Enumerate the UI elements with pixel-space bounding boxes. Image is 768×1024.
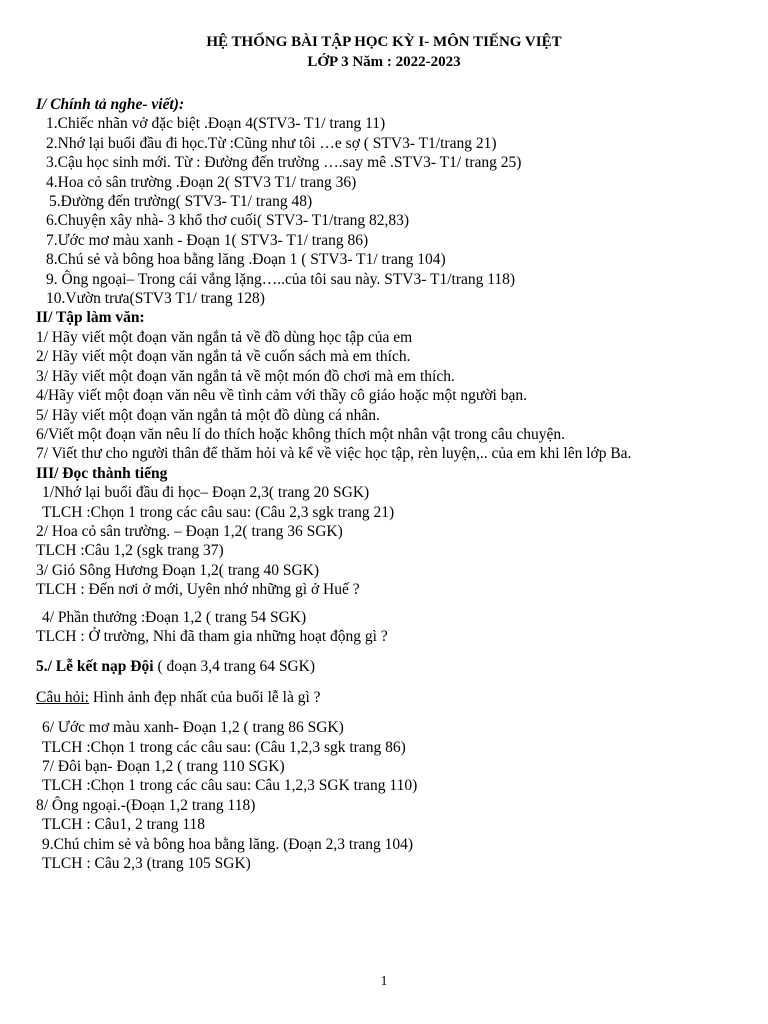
reading-item-5-title: 5./ Lễ kết nạp Đội bbox=[36, 658, 154, 676]
reading-item: 7/ Đôi bạn- Đoạn 1,2 ( trang 110 SGK) bbox=[42, 758, 285, 775]
list-item: 1.Chiếc nhãn vở đặc biệt .Đoạn 4(STV3- T1/ trang 11) bbox=[46, 115, 386, 133]
list-item: 2.Nhớ lại buổi đầu đi học.Từ :Cũng như tôi …e sợ ( STV3- T1/trang 21) bbox=[46, 134, 497, 152]
list-item: 6.Chuyện xây nhà- 3 khổ thơ cuối( STV3- T1/trang 82,83) bbox=[46, 212, 410, 230]
list-item: 7/ Viết thư cho người thân để thăm hỏi và kể về việc học tập, rèn luyện,.. của em khi lên lớp Ba. bbox=[36, 445, 632, 463]
reading-item: 6/ Ước mơ màu xanh- Đoạn 1,2 ( trang 86 SGK) bbox=[42, 719, 344, 737]
reading-question: TLCH : Câu1, 2 trang 118 bbox=[42, 816, 206, 834]
reading-item-5 bbox=[36, 657, 748, 676]
reading-question: TLCH :Chọn 1 trong các câu sau: (Câu 1,2,3 sgk trang 86) bbox=[42, 738, 406, 756]
reading-question: TLCH :Chọn 1 trong các câu sau: (Câu 2,3 sgk trang 21) bbox=[42, 503, 395, 521]
document-body bbox=[36, 95, 748, 873]
reading-item: 4/ Phần thưởng :Đoạn 1,2 ( trang 54 SGK) bbox=[42, 608, 307, 626]
question-text: Hình ảnh đẹp nhất của buổi lễ là gì ? bbox=[88, 688, 321, 706]
list-item: 9. Ông ngoại– Trong cái vắng lặng…..của tôi sau này. STV3- T1/trang 118) bbox=[46, 270, 516, 288]
reading-question: TLCH : Đến nơi ở mới, Uyên nhớ những gì ở Huế ? bbox=[36, 581, 360, 599]
reading-item: 9.Chú chim sẻ và bông hoa bằng lăng. (Đoạn 2,3 trang 104) bbox=[42, 835, 414, 853]
reading-question: TLCH :Chọn 1 trong các câu sau: Câu 1,2,3 SGK trang 110) bbox=[42, 777, 418, 795]
section-heading-composition: II/ Tập làm văn: bbox=[36, 309, 145, 327]
list-item: 6/Viết một đoạn văn nêu lí do thích hoặc không thích một nhân vật trong câu chuyện. bbox=[36, 425, 565, 443]
reading-item: 2/ Hoa cỏ sân trường. – Đoạn 1,2( trang 36 SGK) bbox=[36, 522, 343, 540]
section-heading-dictation: I/ Chính tả nghe- viết): bbox=[36, 96, 185, 113]
reading-item: 1/Nhớ lại buổi đầu đi học– Đoạn 2,3( trang 20 SGK) bbox=[42, 484, 370, 502]
list-item: 7.Ước mơ màu xanh - Đoạn 1( STV3- T1/ trang 86) bbox=[46, 231, 369, 249]
reading-item: 3/ Gió Sông Hương Đoạn 1,2( trang 40 SGK) bbox=[36, 561, 320, 579]
list-item: 8.Chú sẻ và bông hoa bằng lăng .Đoạn 1 ( STV3- T1/ trang 104) bbox=[46, 251, 446, 269]
list-item: 3.Cậu học sinh mới. Từ : Đường đến trường ….say mê .STV3- T1/ trang 25) bbox=[46, 154, 522, 172]
reading-item: 8/ Ông ngoại.-(Đoạn 1,2 trang 118) bbox=[36, 796, 256, 814]
reading-question: TLCH : Câu 2,3 (trang 105 SGK) bbox=[42, 855, 251, 873]
list-item: 3/ Hãy viết một đoạn văn ngắn tả về một món đồ chơi mà em thích. bbox=[36, 367, 455, 385]
list-item: 10.Vườn trưa(STV3 T1/ trang 128) bbox=[46, 290, 265, 308]
document-title: HỆ THỐNG BÀI TẬP HỌC KỲ I- MÔN TIẾNG VIỆT bbox=[206, 34, 562, 50]
list-item: 5.Đường đến trường( STV3- T1/ trang 48) bbox=[49, 193, 313, 211]
reading-question: TLCH :Câu 1,2 (sgk trang 37) bbox=[36, 542, 224, 560]
list-item: 2/ Hãy viết một đoạn văn ngắn tả về cuốn sách mà em thích. bbox=[36, 348, 411, 366]
list-item: 4/Hãy viết một đoạn văn nêu về tình cảm với thầy cô giáo hoặc một người bạn. bbox=[36, 387, 527, 405]
list-item: 4.Hoa cỏ sân trường .Đoạn 2( STV3 T1/ trang 36) bbox=[46, 173, 357, 191]
question-label: Câu hỏi: bbox=[36, 688, 89, 706]
reading-question-5 bbox=[36, 688, 748, 707]
reading-item-5-ref: ( đoạn 3,4 trang 64 SGK) bbox=[153, 658, 315, 676]
list-item: 1/ Hãy viết một đoạn văn ngắn tả về đồ dùng học tập của em bbox=[36, 328, 413, 346]
document-subtitle: LỚP 3 Năm : 2022-2023 bbox=[307, 54, 461, 70]
section-heading-reading: III/ Đọc thành tiếng bbox=[36, 464, 168, 482]
list-item: 5/ Hãy viết một đoạn văn ngắn tả một đồ dùng cá nhân. bbox=[36, 406, 380, 424]
reading-question: TLCH : Ở trường, Nhi đã tham gia những hoạt động gì ? bbox=[36, 627, 388, 645]
page-number: 1 bbox=[380, 974, 388, 989]
